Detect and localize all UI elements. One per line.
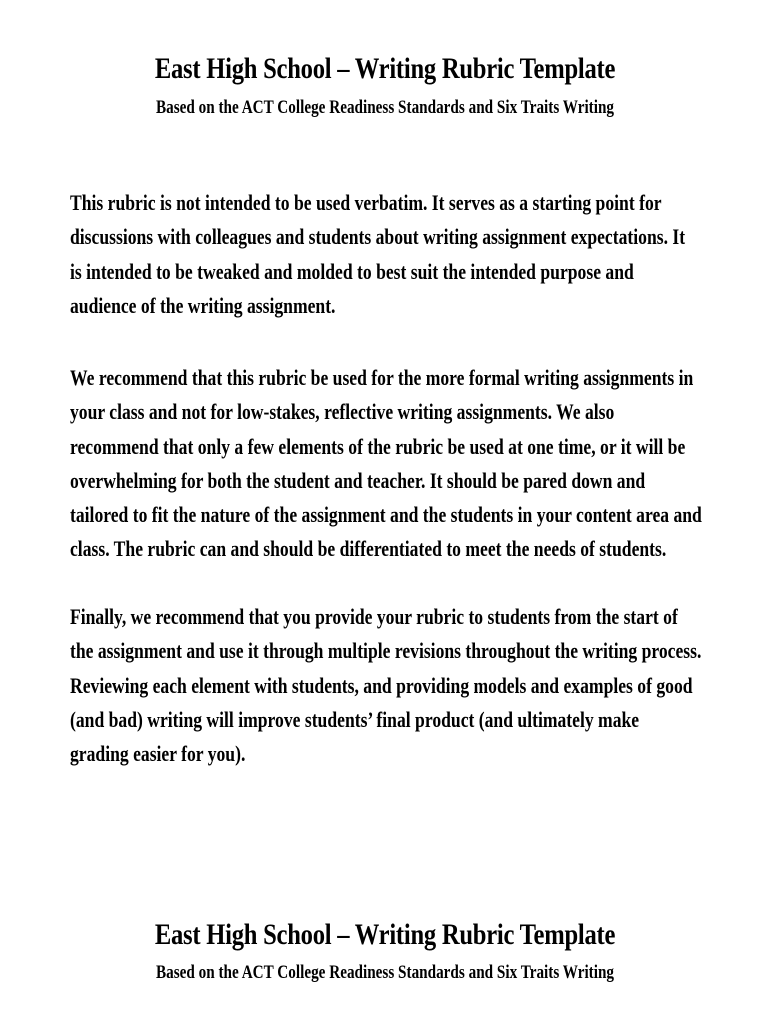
- paragraph-line: tailored to fit the nature of the assignment and the students in your content area and: [70, 502, 702, 528]
- page-subtitle-repeat: Based on the ACT College Readiness Standards and Six Traits Writing: [155, 962, 615, 983]
- paragraph-line: (and bad) writing will improve students’ final product (and ultimately make: [70, 706, 640, 732]
- paragraph-line: your class and not for low-stakes, reflective writing assignments. We also: [70, 399, 615, 425]
- intro-paragraph: [70, 186, 694, 323]
- paragraph-line: We recommend that this rubric be used for the more formal writing assignments in: [70, 365, 694, 390]
- paragraph-line: overwhelming for both the student and teacher. It should be pared down and: [70, 467, 646, 493]
- paragraph-line: grading easier for you).: [70, 741, 246, 767]
- page-subtitle: Based on the ACT College Readiness Standards and Six Traits Writing: [155, 97, 615, 118]
- paragraph-line: Reviewing each element with students, and providing models and examples of good: [70, 672, 693, 698]
- page-title-repeat: East High School – Writing Rubric Template: [154, 918, 616, 951]
- paragraph-line: is intended to be tweaked and molded to best suit the intended purpose and: [70, 258, 634, 284]
- paragraph-line: audience of the writing assignment.: [70, 292, 336, 318]
- page-title: East High School – Writing Rubric Template: [154, 52, 616, 85]
- paragraph-line: class. The rubric can and should be differentiated to meet the needs of students.: [70, 536, 667, 562]
- paragraph-line: Finally, we recommend that you provide your rubric to students from the start of: [70, 604, 678, 629]
- paragraph-line: discussions with colleagues and students about writing assignment expectations. It: [70, 224, 686, 250]
- recommendation-paragraph: [70, 361, 702, 567]
- paragraph-line: recommend that only a few elements of the rubric be used at one time, or it will be: [70, 433, 686, 459]
- paragraph-line: This rubric is not intended to be used verbatim. It serves as a starting point for: [70, 190, 662, 215]
- paragraph-line: the assignment and use it through multiple revisions throughout the writing process.: [70, 638, 702, 664]
- final-paragraph: [70, 600, 702, 771]
